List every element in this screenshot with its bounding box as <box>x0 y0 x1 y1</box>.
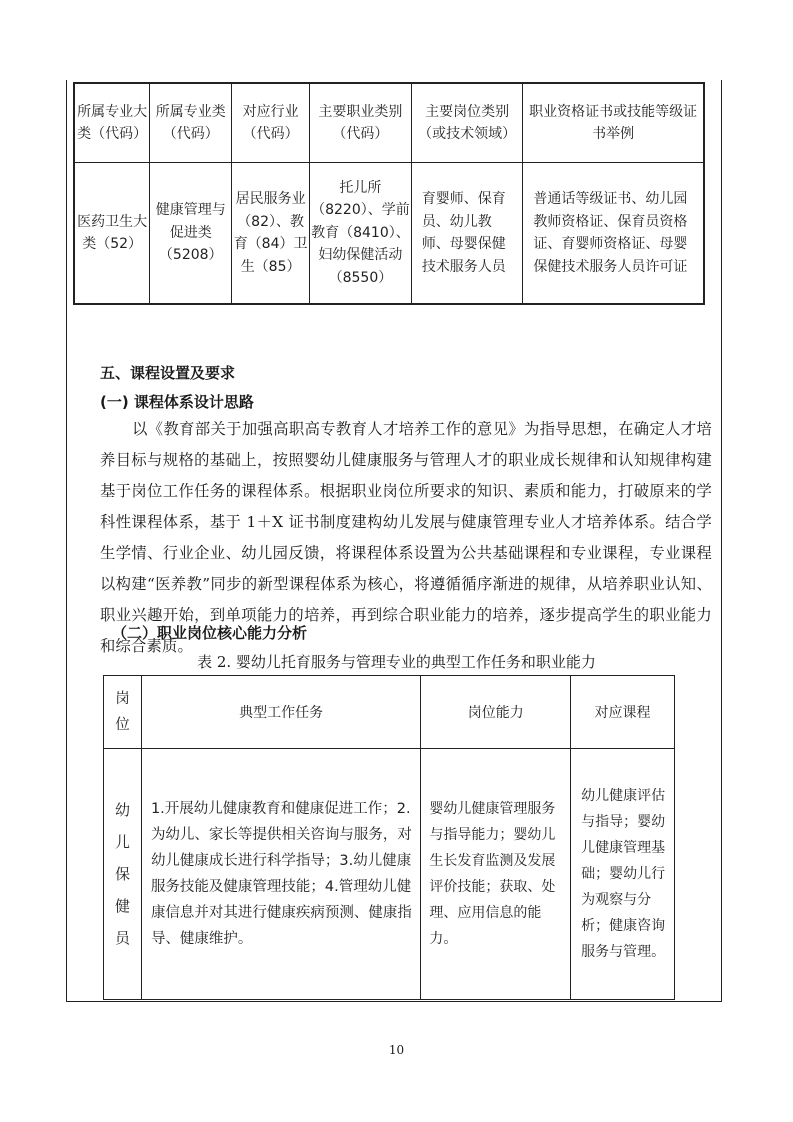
table-cell: 居民服务业（82）、教育（84）卫生（85） <box>232 163 310 305</box>
related-courses: 幼儿健康评估与指导；婴幼儿健康管理基础；婴幼儿行为观察与分析；健康咨询服务与管理。 <box>571 749 675 1000</box>
post-name: 幼儿保健员 <box>114 801 130 947</box>
section-heading: 五、课程设置及要求 <box>100 364 236 382</box>
competency-table <box>103 675 675 1000</box>
typical-tasks: 1.开展幼儿健康教育和健康促进工作；2.为幼儿、家长等提供相关咨询与服务，对幼儿健康成长进行科学指导；3.幼儿健康服务技能及健康管理技能；4.管理幼儿健康信息并对其进行健康疾病预测、健康指导、健康维护。 <box>141 749 420 1000</box>
table-row <box>74 163 704 305</box>
header-cell: 职业资格证书或技能等级证书举例 <box>523 83 704 163</box>
header-post: 岗位 <box>115 691 130 733</box>
header-cell: 所属专业类（代码） <box>150 83 232 163</box>
page-number: 10 <box>388 1043 405 1057</box>
table-row <box>104 749 675 1000</box>
header-cell <box>104 676 142 749</box>
post-ability: 婴幼儿健康管理服务与指导能力；婴幼儿生长发育监测及发展评价技能；获取、处理、应用信息的能力。 <box>421 749 571 1000</box>
table-cell: 育婴师、保育员、幼儿教师、母婴保健技术服务人员 <box>411 163 523 305</box>
subsection-heading: (一) 课程体系设计思路 <box>100 393 254 411</box>
header-cell: 主要岗位类别（或技术领域） <box>411 83 523 163</box>
table-cell: 医药卫生大类（52） <box>74 163 150 305</box>
table-cell: 托儿所（8220）、学前教育（8410）、妇幼保健活动（8550） <box>310 163 412 305</box>
header-cell: 所属专业大类（代码） <box>74 83 150 163</box>
header-cell: 典型工作任务 <box>141 676 420 749</box>
header-cell: 主要职业类别（代码） <box>310 83 412 163</box>
table-cell: 健康管理与促进类（5208） <box>150 163 232 305</box>
major-info-table <box>73 82 705 305</box>
table-cell: 普通话等级证书、幼儿园教师资格证、保育员资格证、育婴师资格证、母婴保健技术服务人员许可证 <box>523 163 704 305</box>
table-caption: 表 2. 婴幼儿托育服务与管理专业的典型工作任务和职业能力 <box>197 653 596 671</box>
header-cell: 对应行业（代码） <box>232 83 310 163</box>
header-cell: 对应课程 <box>571 676 675 749</box>
header-cell: 岗位能力 <box>421 676 571 749</box>
table-cell <box>104 749 142 1000</box>
table-header-row <box>104 676 675 749</box>
table-header-row <box>74 83 704 163</box>
subsection-heading: （二）职业岗位核心能力分析 <box>112 624 308 642</box>
body-paragraph: 以《教育部关于加强高职高专教育人才培养工作的意见》为指导思想，在确定人才培养目标与规格的基础上，按照婴幼儿健康服务与管理人才的职业成长规律和认知规律构建基于岗位工作任务的课程体系。根据职业岗位所要求的知识、素质和能力，打破原来的学科性课程体系，基于 1＋X 证书制度建构幼儿发展与健康管理专业人才培养体系。结合学生学情、行业企业、幼儿园反馈，将课程体系设置为公共基础课程和专业课程，专业课程以构建“医养教”同步的新型课程体系为核心，将遵循循序渐进的规律，从培养职业认知、职业兴趣开始，到单项能力的培养，再到综合职业能力的培养，逐步提高学生的职业能力和综合素质。 <box>100 420 712 655</box>
